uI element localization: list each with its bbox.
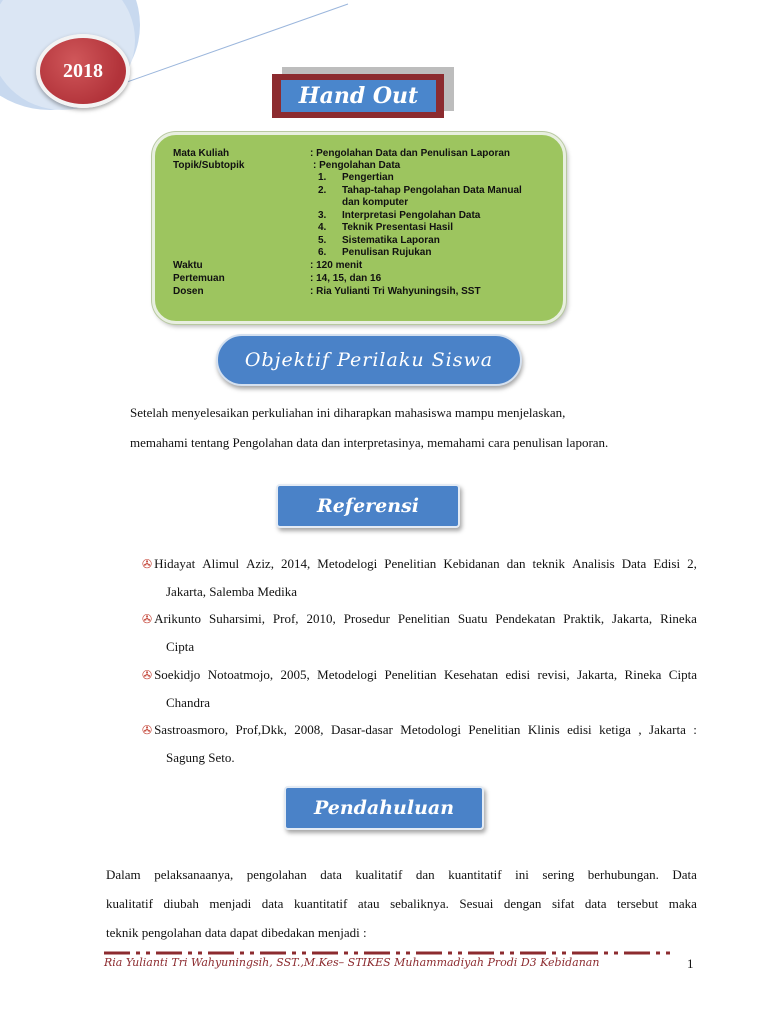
reference-line <box>142 611 697 627</box>
word: Suatu <box>457 611 488 626</box>
word: kuantitatif <box>293 896 348 911</box>
references-heading: Referensi <box>276 484 460 528</box>
time-value: : 120 menit <box>310 260 363 271</box>
reference-line <box>142 556 697 572</box>
word: Prosedur <box>343 611 390 626</box>
word: data <box>261 896 284 911</box>
reference-item <box>142 556 697 600</box>
word: Penelitian <box>384 667 437 682</box>
lecturer-label: Dosen <box>173 286 204 297</box>
word: pengolahan <box>246 867 307 882</box>
objective-heading: Objektif Perilaku Siswa <box>216 334 522 386</box>
word: 2, <box>687 556 697 571</box>
hand-out-title: Hand Out <box>281 80 436 112</box>
topic-item: 5. Sistematika Laporan <box>318 235 440 246</box>
word: ✇ Sastroasmoro, <box>142 722 229 737</box>
word: Alimul <box>202 556 240 571</box>
word: diubah <box>163 896 199 911</box>
word: : <box>693 722 697 737</box>
word: pelaksanaanya, <box>154 867 234 882</box>
word: teknik pengolahan data dapat dibedakan menjadi : <box>106 925 367 940</box>
topic-item: 4. Teknik Presentasi Hasil <box>318 222 453 233</box>
word: maka <box>668 896 697 911</box>
word: atau <box>357 896 380 911</box>
word: data <box>584 896 607 911</box>
word: kualitatif <box>106 896 153 911</box>
bullet-icon: ✇ <box>142 668 153 682</box>
topic-item: 2. Tahap-tahap Pengolahan Data Manual <box>318 185 522 196</box>
word: sifat <box>551 896 575 911</box>
reference-continuation: Chandra <box>166 695 211 710</box>
word: dan <box>415 867 435 882</box>
word: edisi <box>505 667 531 682</box>
word: ✇ Arikunto <box>142 611 202 626</box>
word: 2005, <box>280 667 310 682</box>
bullet-icon: ✇ <box>142 557 153 571</box>
word: dengan <box>503 896 542 911</box>
word: 2014, <box>281 556 311 571</box>
word: 2008, <box>294 722 324 737</box>
footer-text: Ria Yulianti Tri Wahyuningsih, SST.,M.Kes– STIKES Muhammadiyah Prodi D3 Kebidanan <box>104 956 600 969</box>
word: Metodelogi <box>317 667 378 682</box>
word: Prof,Dkk, <box>235 722 287 737</box>
introduction-heading: Pendahuluan <box>284 786 484 830</box>
word: Notoatmojo, <box>207 667 274 682</box>
topic-item: 1. Pengertian <box>318 172 394 183</box>
reference-continuation: Jakarta, Salemba Medika <box>166 584 298 599</box>
introduction-line <box>106 867 697 896</box>
word: Kesehatan <box>443 667 499 682</box>
word: edisi <box>567 722 592 737</box>
word: ✇ Hidayat <box>142 556 196 571</box>
word: Kebidanan <box>443 556 500 571</box>
reference-line <box>142 667 697 683</box>
page-number: 1 <box>687 956 694 971</box>
word: Prof, <box>272 611 299 626</box>
word: Cipta <box>668 667 697 682</box>
word: Suharsimi, <box>208 611 265 626</box>
word: teknik <box>532 556 566 571</box>
word: Jakarta <box>649 722 686 737</box>
bullet-icon: ✇ <box>142 723 153 737</box>
bullet-icon: ✇ <box>142 612 153 626</box>
word: ketiga <box>599 722 631 737</box>
introduction-line <box>106 896 697 925</box>
word: Penelitian <box>468 722 521 737</box>
reference-item <box>142 611 697 655</box>
word: , <box>638 722 642 737</box>
reference-item <box>142 722 697 766</box>
word: sering <box>542 867 575 882</box>
reference-item <box>142 667 697 711</box>
word: dan <box>506 556 526 571</box>
word: Rineka <box>660 611 697 626</box>
word: Pendekatan <box>495 611 556 626</box>
word: ✇ Soekidjo <box>142 667 201 682</box>
objective-text-line-1: Setelah menyelesaikan perkuliahan ini diharapkan mahasiswa mampu menjelaskan, <box>130 405 566 420</box>
word: Penelitian <box>397 611 450 626</box>
word: sebaliknya. <box>390 896 449 911</box>
time-label: Waktu <box>173 260 203 271</box>
topic-item: 3. Interpretasi Pengolahan Data <box>318 210 481 221</box>
word: ini <box>515 867 529 882</box>
introduction-paragraph <box>106 867 697 954</box>
word: Jakarta, <box>577 667 618 682</box>
topic-value: : Pengolahan Data <box>313 160 401 171</box>
word: Edisi <box>653 556 681 571</box>
meeting-value: : 14, 15, dan 16 <box>310 273 382 284</box>
reference-continuation: Cipta <box>166 639 195 654</box>
word: Jakarta, <box>612 611 653 626</box>
year-badge: 2018 <box>36 34 130 108</box>
word: Metodologi <box>400 722 461 737</box>
reference-line <box>142 722 697 738</box>
word: berhubungan. <box>587 867 659 882</box>
word: Klinis <box>527 722 560 737</box>
course-label: Mata Kuliah <box>173 148 230 159</box>
word: revisi, <box>537 667 570 682</box>
word: Data <box>672 867 697 882</box>
word: menjadi <box>209 896 252 911</box>
word: Rineka <box>624 667 662 682</box>
lecturer-value: : Ria Yulianti Tri Wahyuningsih, SST <box>310 286 481 297</box>
word: Data <box>621 556 647 571</box>
word: Aziz, <box>246 556 274 571</box>
word: data <box>320 867 342 882</box>
course-info-box <box>152 132 566 324</box>
word: 2010, <box>306 611 336 626</box>
word: Metodelogi <box>317 556 378 571</box>
topic-item: 6. Penulisan Rujukan <box>318 247 432 258</box>
reference-continuation: Sagung Seto. <box>166 750 235 765</box>
word: tersebut <box>617 896 659 911</box>
word: kuantitatif <box>448 867 502 882</box>
topic-item: dan komputer <box>342 197 409 208</box>
word: Praktik, <box>563 611 605 626</box>
word: Penelitian <box>384 556 437 571</box>
topic-label: Topik/Subtopik <box>173 160 245 171</box>
course-value: : Pengolahan Data dan Penulisan Laporan <box>310 148 511 159</box>
word: Dasar-dasar <box>330 722 393 737</box>
word: Analisis <box>572 556 615 571</box>
meeting-label: Pertemuan <box>173 273 225 284</box>
word: Sesuai <box>459 896 494 911</box>
word: kualitatif <box>355 867 403 882</box>
word: Dalam <box>106 867 141 882</box>
objective-text-line-2: memahami tentang Pengolahan data dan interpretasinya, memahami cara penulisan laporan. <box>130 435 609 450</box>
